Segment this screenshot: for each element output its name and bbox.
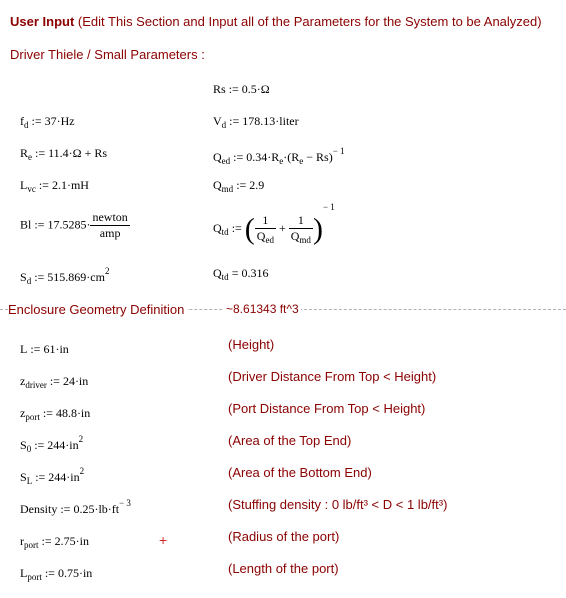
- var-name: L: [20, 178, 28, 192]
- plus-op: +: [278, 221, 286, 235]
- geometry-row[interactable]: [20, 370, 88, 390]
- geometry-note: (Driver Distance From Top < Height): [228, 369, 437, 384]
- var-name: S: [20, 438, 27, 452]
- var-value: 2.1·mH: [51, 178, 89, 192]
- geometry-row[interactable]: [20, 498, 131, 518]
- var-name: Q: [256, 229, 266, 244]
- var-name: Q: [213, 266, 222, 280]
- var-exponent: − 1: [322, 202, 335, 212]
- geometry-row[interactable]: [20, 466, 84, 486]
- var-value: 0.75·in: [57, 566, 93, 580]
- var-value: 17.5285·: [47, 217, 91, 232]
- var-name: R: [20, 146, 29, 160]
- var-value: 0.316: [241, 266, 269, 280]
- worksheet-header: [10, 14, 542, 29]
- geometry-note: (Radius of the port): [228, 529, 340, 544]
- var-sub: td: [221, 227, 229, 237]
- var-name: V: [213, 114, 222, 128]
- var-exponent: 2: [79, 466, 85, 476]
- var-value: 2.75·in: [54, 534, 89, 548]
- assign-op: :=: [34, 270, 45, 284]
- assign-op: :=: [44, 566, 55, 580]
- param-bl[interactable]: [20, 210, 130, 241]
- var-name: L: [20, 566, 28, 580]
- geometry-row[interactable]: [20, 562, 92, 582]
- var-sub: port: [27, 572, 42, 582]
- crosshair-cursor-icon: +: [159, 532, 168, 548]
- assign-op: :=: [231, 221, 242, 235]
- param-qtd-result[interactable]: [213, 266, 268, 282]
- assign-op: :=: [228, 82, 239, 96]
- assign-op: :=: [30, 342, 41, 356]
- var-name: L: [20, 342, 28, 356]
- var-sub: d: [24, 120, 29, 130]
- fraction-2: [289, 213, 313, 245]
- var-sub: e: [299, 156, 304, 166]
- var-sub: d: [26, 276, 32, 286]
- var-value: 515.869·cm: [47, 270, 105, 284]
- section-title-text: Enclosure Geometry Definition: [8, 302, 187, 317]
- var-name: S: [20, 470, 27, 484]
- param-rs[interactable]: [213, 82, 270, 97]
- param-sd[interactable]: [20, 266, 109, 286]
- var-name: Density: [20, 502, 58, 516]
- var-name: Q: [213, 178, 222, 192]
- param-re[interactable]: [20, 146, 107, 162]
- section-title-enclosure: [8, 302, 187, 317]
- var-name: Bl: [20, 217, 32, 232]
- geometry-note: (Port Distance From Top < Height): [228, 401, 426, 416]
- var-sub: driver: [25, 380, 47, 390]
- var-name: Rs: [213, 82, 226, 96]
- var-name: Q: [213, 221, 222, 235]
- fraction-numerator: newton: [92, 210, 128, 224]
- var-name: S: [20, 270, 27, 284]
- var-sub: port: [24, 540, 39, 550]
- var-name: f: [20, 114, 24, 128]
- geometry-row[interactable]: [20, 434, 83, 454]
- var-sub: e: [28, 152, 33, 162]
- var-sub: e: [279, 156, 284, 166]
- var-sub: L: [26, 476, 33, 486]
- unit-fraction: [90, 210, 129, 241]
- var-value: 24·in: [62, 374, 89, 388]
- header-bold: User Input: [10, 14, 75, 29]
- assign-op: :=: [35, 146, 46, 160]
- geometry-row[interactable]: [20, 338, 69, 358]
- assign-op: :=: [42, 406, 53, 420]
- var-name: r: [20, 534, 24, 548]
- param-lvc[interactable]: [20, 178, 89, 194]
- assign-op: :=: [35, 470, 46, 484]
- fraction-denominator: [289, 229, 313, 245]
- geometry-note: (Length of the port): [228, 561, 339, 576]
- var-value: 0.34·R: [246, 150, 280, 164]
- var-value: 0.5·Ω: [241, 82, 270, 96]
- var-paren-rest: − Rs): [303, 150, 333, 164]
- assign-op: :=: [233, 150, 244, 164]
- assign-op: :=: [236, 178, 247, 192]
- var-sub: ed: [265, 235, 274, 246]
- var-exponent: 2: [78, 434, 84, 444]
- fraction-1: [255, 213, 276, 245]
- param-qmd[interactable]: [213, 178, 264, 194]
- geometry-note: (Stuffing density : 0 lb/ft³ < D < 1 lb/ft³): [228, 497, 448, 512]
- var-paren: ·(R: [283, 150, 300, 164]
- var-exponent: − 1: [332, 146, 345, 156]
- var-sub: md: [221, 184, 234, 194]
- var-sub: vc: [27, 184, 36, 194]
- assign-op: :=: [34, 217, 45, 232]
- param-vd[interactable]: [213, 114, 299, 130]
- var-value: 37·Hz: [44, 114, 75, 128]
- var-value: 0.25·lb·ft: [73, 502, 120, 516]
- enclosure-volume-readout: ~8.61343 ft^3: [226, 302, 299, 316]
- param-fd[interactable]: [20, 114, 75, 130]
- var-name: Q: [290, 229, 300, 244]
- assign-op: :=: [60, 502, 71, 516]
- var-value: 2.9: [249, 178, 265, 192]
- var-sub: md: [299, 235, 311, 246]
- right-paren: ): [312, 212, 323, 246]
- geometry-note: (Area of the Top End): [228, 433, 352, 448]
- var-value: 11.4·Ω + Rs: [48, 146, 108, 160]
- var-name: z: [20, 406, 26, 420]
- assign-op: :=: [41, 534, 52, 548]
- var-name: Q: [213, 150, 222, 164]
- fraction-denominator: [255, 229, 276, 245]
- var-value: 244·in: [48, 470, 80, 484]
- var-exponent: − 3: [119, 498, 131, 508]
- var-sub: d: [221, 120, 227, 130]
- geometry-row[interactable]: [20, 402, 90, 422]
- var-value: 178.13·liter: [242, 114, 299, 128]
- var-value: 48.8·in: [55, 406, 91, 420]
- fraction-numerator: 1: [255, 213, 276, 229]
- header-rest: (Edit This Section and Input all of the Parameters for the System to be Analyzed): [74, 14, 542, 29]
- var-value: 244·in: [47, 438, 79, 452]
- assign-op: :=: [229, 114, 240, 128]
- var-value: 61·in: [43, 342, 69, 356]
- fraction-denominator: amp: [99, 226, 121, 240]
- geometry-row[interactable]: [20, 530, 89, 550]
- fraction-numerator: 1: [289, 213, 313, 229]
- left-paren: (: [244, 212, 255, 246]
- assign-op: :=: [38, 178, 49, 192]
- geometry-note: (Height): [228, 337, 275, 352]
- assign-op: :=: [49, 374, 60, 388]
- var-name: z: [20, 374, 26, 388]
- var-sub: port: [25, 412, 40, 422]
- geometry-note: (Area of the Bottom End): [228, 465, 372, 480]
- assign-op: :=: [34, 438, 45, 452]
- assign-op: =: [231, 266, 239, 280]
- var-sub: td: [221, 272, 229, 282]
- section-title-driver: Driver Thiele / Small Parameters :: [10, 47, 205, 62]
- param-qed[interactable]: [213, 146, 345, 166]
- assign-op: :=: [31, 114, 42, 128]
- var-sub: ed: [221, 156, 231, 166]
- var-exponent: 2: [104, 266, 110, 276]
- param-qtd-definition[interactable]: [213, 202, 335, 245]
- var-sub: 0: [26, 444, 32, 454]
